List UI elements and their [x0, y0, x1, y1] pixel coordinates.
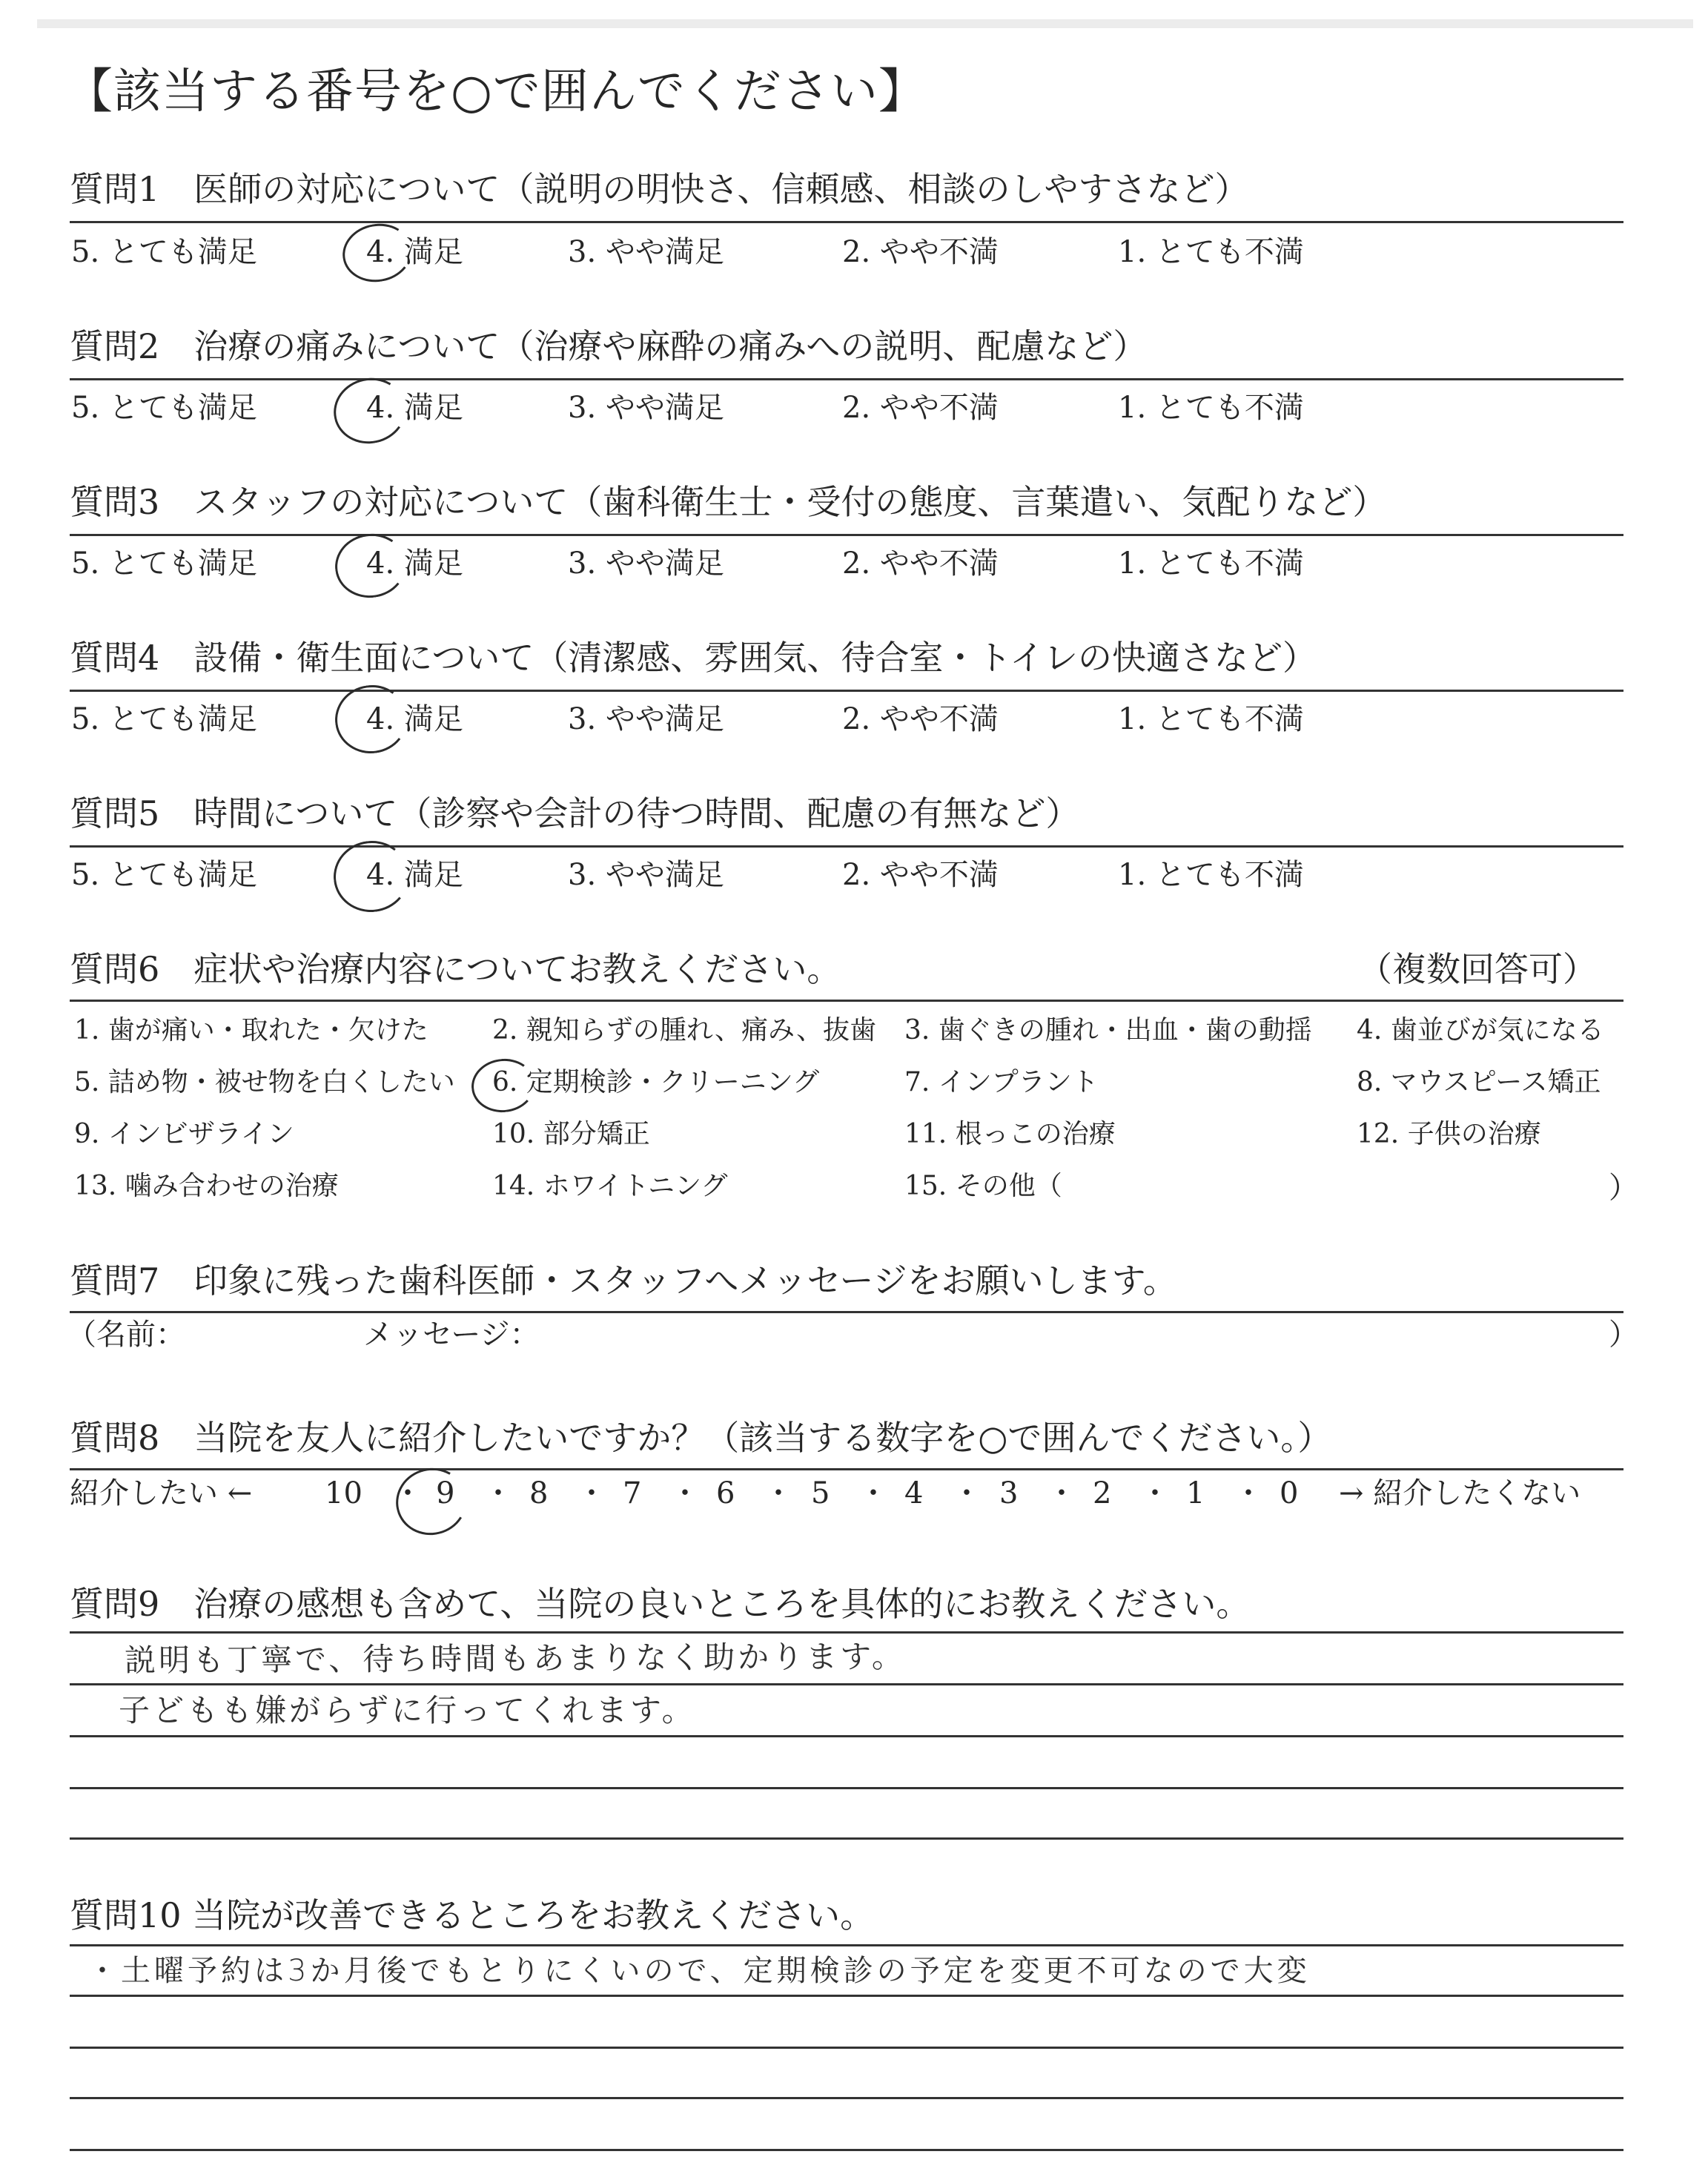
scale-separator: ・ [764, 1476, 793, 1510]
answer-line [70, 1944, 1623, 1946]
question-7-title: 質問7 印象に残った歯科医師・スタッフへメッセージをお願いします。 [70, 1261, 1177, 1301]
scale-separator: ・ [1047, 1476, 1076, 1510]
answer-circle-mark [331, 681, 412, 759]
option-somewhat-dissatisfied[interactable]: 2. やや不満 [842, 546, 999, 581]
option-somewhat-satisfied[interactable]: 3. やや満足 [568, 391, 724, 425]
scale-value[interactable]: 2 [1093, 1476, 1112, 1510]
answer-line [70, 1631, 1623, 1634]
answer-line [70, 2149, 1623, 2151]
scale-value[interactable]: 8 [529, 1476, 549, 1510]
answer-line [70, 2097, 1623, 2099]
option-satisfied[interactable]: 4. 満足 [366, 858, 463, 892]
question-8-rule [70, 1468, 1623, 1470]
option-satisfied[interactable]: 4. 満足 [366, 235, 463, 269]
scale-value[interactable]: 5 [811, 1476, 830, 1510]
option-very-dissatisfied[interactable]: 1. とても不満 [1118, 702, 1304, 736]
multiple-answers-note: （複数回答可） [1358, 949, 1597, 989]
option-very-dissatisfied[interactable]: 1. とても不満 [1118, 858, 1304, 892]
other-close-paren: ） [1609, 1171, 1638, 1205]
option-somewhat-satisfied[interactable]: 3. やや満足 [568, 235, 724, 269]
treatment-option[interactable]: 10. 部分矯正 [492, 1119, 650, 1149]
option-very-satisfied[interactable]: 5. とても満足 [71, 391, 257, 425]
question-2-rule [70, 378, 1623, 380]
scale-value[interactable]: 1 [1186, 1476, 1205, 1510]
answer-circle-mark [338, 218, 417, 287]
answer-line [70, 1787, 1623, 1789]
scale-value[interactable]: 10 [325, 1476, 363, 1510]
scale-value[interactable]: 6 [716, 1476, 735, 1510]
message-close-paren: ） [1609, 1318, 1638, 1352]
treatment-option[interactable]: 5. 詰め物・被せ物を白くしたい [74, 1067, 455, 1097]
answer-circle-mark [331, 529, 410, 603]
option-satisfied[interactable]: 4. 満足 [366, 702, 463, 736]
question-2-title: 質問2 治療の痛みについて（治療や麻酔の痛みへの説明、配慮など） [70, 326, 1148, 366]
handwritten-answer: 子どもも嫌がらずに行ってくれます。 [119, 1692, 696, 1728]
question-3-rule [70, 534, 1623, 536]
question-7-rule [70, 1311, 1623, 1313]
scale-value[interactable]: 4 [904, 1476, 924, 1510]
option-very-dissatisfied[interactable]: 1. とても不満 [1118, 235, 1304, 269]
answer-line [70, 1995, 1623, 1997]
question-5-title: 質問5 時間について（診察や会計の待つ時間、配慮の有無など） [70, 793, 1080, 833]
answer-circle-mark [389, 1461, 474, 1543]
treatment-option[interactable]: 1. 歯が痛い・取れた・欠けた [74, 1015, 428, 1046]
answer-line [70, 1837, 1623, 1840]
scale-separator: ・ [952, 1476, 982, 1510]
message-label: メッセージ： [363, 1318, 540, 1352]
treatment-option[interactable]: 11. 根っこの治療 [904, 1119, 1116, 1149]
treatment-option[interactable]: 14. ホワイトニング [492, 1171, 728, 1201]
question-4-title: 質問4 設備・衛生面について（清潔感、雰囲気、待合室・トイレの快適さなど） [70, 638, 1317, 678]
treatment-option[interactable]: 7. インプラント [904, 1067, 1099, 1097]
scale-value[interactable]: 9 [436, 1476, 455, 1510]
treatment-option[interactable]: 12. 子供の治療 [1357, 1119, 1541, 1149]
treatment-option[interactable]: 8. マウスピース矯正 [1357, 1067, 1601, 1097]
scale-separator: ・ [483, 1476, 513, 1510]
treatment-option[interactable]: 13. 噛み合わせの治療 [74, 1171, 339, 1201]
name-label: （名前： [67, 1318, 185, 1352]
treatment-option[interactable]: 3. 歯ぐきの腫れ・出血・歯の動揺 [904, 1015, 1312, 1046]
scale-separator: ・ [670, 1476, 700, 1510]
answer-line [70, 1683, 1623, 1685]
answer-circle-mark [469, 1056, 537, 1116]
option-somewhat-dissatisfied[interactable]: 2. やや不満 [842, 235, 999, 269]
question-3-title: 質問3 スタッフの対応について（歯科衛生士・受付の態度、言葉遣い、気配りなど） [70, 482, 1387, 522]
form-header: 【該当する番号を○で囲んでください】 [65, 65, 927, 119]
question-1-rule [70, 221, 1623, 223]
question-6-title: 質問6 症状や治療内容についてお教えください。 [70, 949, 841, 989]
option-very-satisfied[interactable]: 5. とても満足 [71, 235, 257, 269]
answer-circle-mark [328, 371, 412, 450]
scale-separator: ・ [1140, 1476, 1170, 1510]
option-satisfied[interactable]: 4. 満足 [366, 546, 463, 581]
scan-top-edge [37, 19, 1693, 28]
option-very-satisfied[interactable]: 5. とても満足 [71, 546, 257, 581]
option-somewhat-satisfied[interactable]: 3. やや満足 [568, 546, 724, 581]
recommend-left-label: 紹介したい ← [70, 1476, 253, 1510]
recommend-right-label: → 紹介したくない [1339, 1476, 1581, 1510]
treatment-option[interactable]: 6. 定期検診・クリーニング [492, 1067, 820, 1097]
question-8-title: 質問8 当院を友人に紹介したいですか？（該当する数字を○で囲んでください。） [70, 1418, 1332, 1458]
option-somewhat-dissatisfied[interactable]: 2. やや不満 [842, 702, 999, 736]
question-4-rule [70, 690, 1623, 692]
answer-line [70, 2047, 1623, 2049]
question-9-title: 質問9 治療の感想も含めて、当院の良いところを具体的にお教えください。 [70, 1584, 1251, 1624]
answer-line [70, 1735, 1623, 1737]
question-1-title: 質問1 医師の対応について（説明の明快さ、信頼感、相談のしやすさなど） [70, 169, 1249, 209]
treatment-option[interactable]: 9. インビザライン [74, 1119, 294, 1149]
scale-value[interactable]: 0 [1280, 1476, 1299, 1510]
treatment-option[interactable]: 4. 歯並びが気になる [1357, 1015, 1604, 1046]
option-very-dissatisfied[interactable]: 1. とても不満 [1118, 391, 1304, 425]
option-very-dissatisfied[interactable]: 1. とても不満 [1118, 546, 1304, 581]
answer-circle-mark [330, 837, 412, 916]
scale-value[interactable]: 7 [623, 1476, 642, 1510]
handwritten-answer: ・土曜予約は3か月後でもとりにくいので、定期検診の予定を変更不可なので大変 [87, 1954, 1311, 1988]
handwritten-answer: 説明も丁寧で、待ち時間もあまりなく助かります。 [124, 1638, 906, 1679]
option-somewhat-satisfied[interactable]: 3. やや満足 [568, 858, 724, 892]
scale-separator: ・ [393, 1476, 423, 1510]
treatment-option-other[interactable]: 15. その他（ [904, 1171, 1062, 1201]
option-somewhat-dissatisfied[interactable]: 2. やや不満 [842, 391, 999, 425]
option-very-satisfied[interactable]: 5. とても満足 [71, 702, 257, 736]
option-satisfied[interactable]: 4. 満足 [366, 391, 463, 425]
scale-separator: ・ [577, 1476, 606, 1510]
option-somewhat-dissatisfied[interactable]: 2. やや不満 [842, 858, 999, 892]
question-6-rule [70, 1000, 1623, 1002]
option-very-satisfied[interactable]: 5. とても満足 [71, 858, 257, 892]
option-somewhat-satisfied[interactable]: 3. やや満足 [568, 702, 724, 736]
question-5-rule [70, 845, 1623, 848]
scale-separator: ・ [858, 1476, 888, 1510]
treatment-option[interactable]: 2. 親知らずの腫れ、痛み、抜歯 [492, 1015, 877, 1046]
question-10-title: 質問10 当院が改善できるところをお教えください。 [70, 1895, 875, 1935]
scale-separator: ・ [1234, 1476, 1263, 1510]
scale-value[interactable]: 3 [999, 1476, 1019, 1510]
